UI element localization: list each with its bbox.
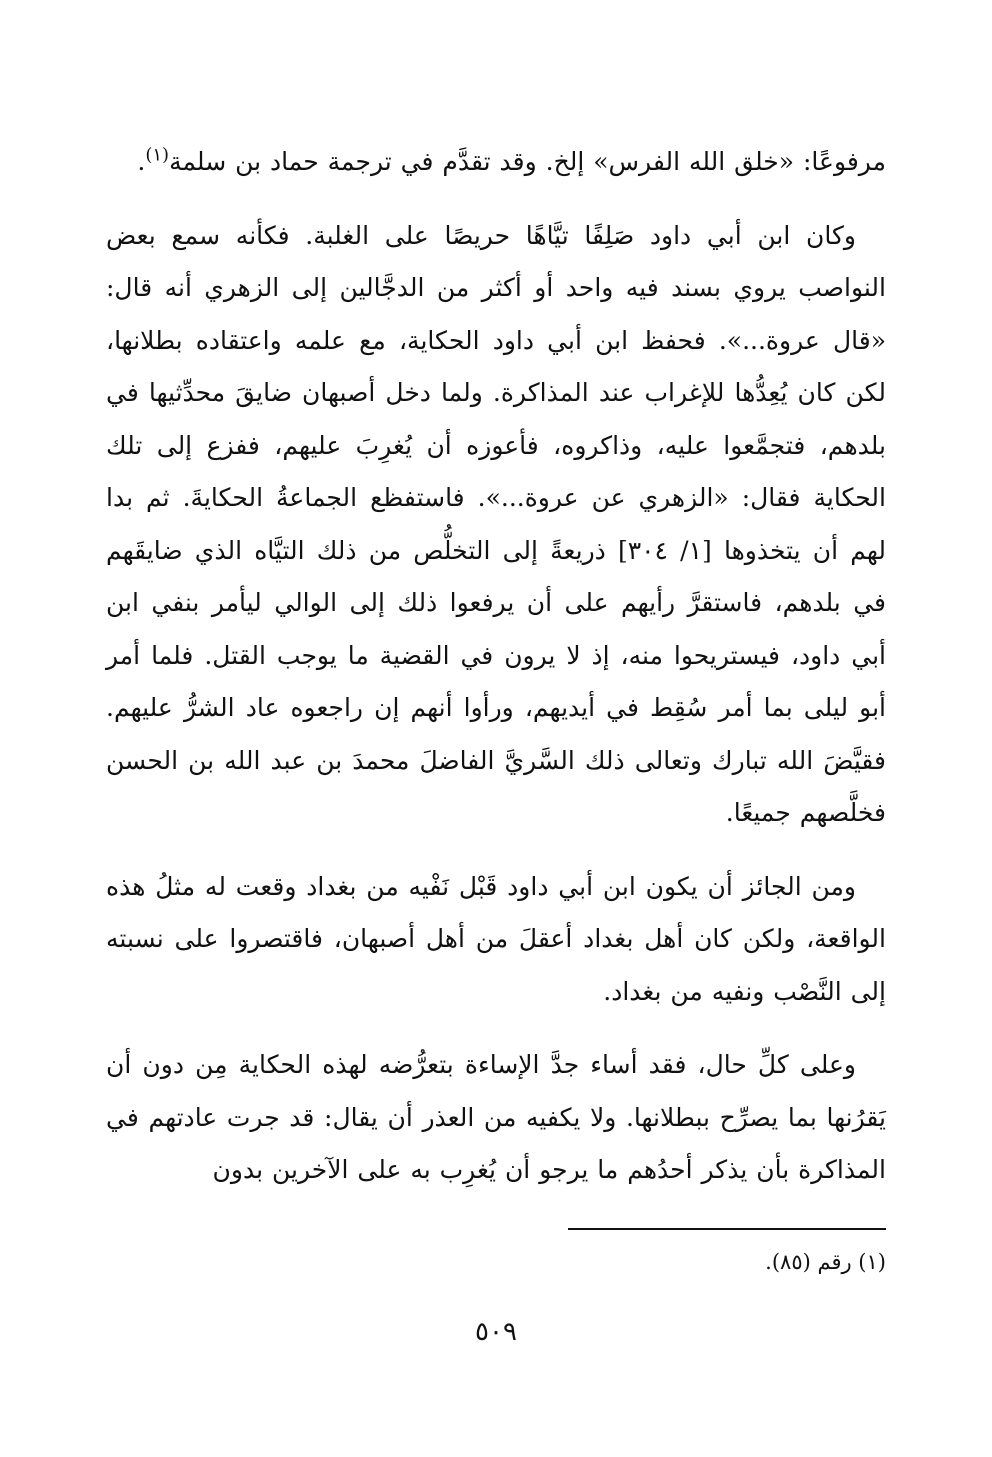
paragraph-2: وكان ابن أبي داود صَلِفًا تيَّاهًا حريصًا على الغلبة. فكأنه سمع بعض النواصب يروي بسند فيه واحد أو أكثر من الدجَّالين إلى الزهري أنه قال: «قال عروة...». فحفظ ابن أبي داود الحكاية، مع علمه واعتقاده بطلانها، لكن كان يُعِدُّها للإغراب عند المذاكرة. ولما دخل أصبهان ضايقَ محدِّثيها في بلدهم، فتجمَّعوا عليه، وذاكروه، فأعوزه أن يُغرِبَ عليهم، ففزع إلى تلك الحكاية فقال: «الزهري عن عروة...». فاستفظع الجماعةُ الحكايةَ. ثم بدا لهم أن يتخذوها [١/ ٣٠٤] ذريعةً إلى التخلُّص من ذلك التيَّاه الذي ضايقَهم في بلدهم، فاستقرَّ رأيهم على أن يرفعوا ذلك إلى الوالي ليأمر بنفي ابن أبي داود، فيستريحوا منه، إذ لا يرون في القضية ما يوجب القتل. فلما أمر أبو ليلى بما أمر سُقِط في أيديهم، ورأوا أنهم إن راجعوه عاد الشرُّ عليهم. فقيَّضَ الله تبارك وتعالى ذلك السَّريَّ الفاضلَ محمدَ بن عبد الله بن الحسن فخلَّصهم جميعًا. [106, 220, 886, 827]
footnote: (١) رقم (٨٥). [765, 1250, 886, 1274]
paragraph-1-trailing: . [137, 147, 146, 176]
footnote-divider [568, 1228, 886, 1230]
main-text [106, 136, 886, 1218]
paragraph-1 [106, 136, 886, 189]
page-number: ٥٠٩ [475, 1317, 517, 1347]
paragraph-4: وعلى كلِّ حال، فقد أساء جدَّ الإساءة بتعرُّضه لهذه الحكاية مِن دون أن يَقرُنها بما يصرِّح ببطلانها. ولا يكفيه من العذر أن يقال: قد جرت عادتهم في المذاكرة بأن يذكر أحدُهم ما يرجو أن يُغرِب به على الآخرين بدون [106, 1050, 886, 1184]
paragraph-3: ومن الجائز أن يكون ابن أبي داود قَبْل نَفْيه من بغداد وقعت له مثلُ هذه الواقعة، ولكن كان أهل بغداد أعقلَ من أهل أصبهان، فاقتصروا على نسبته إلى النَّصْب ونفيه من بغداد. [106, 871, 886, 1006]
footnote-marker[interactable]: (١) [145, 144, 170, 166]
paragraph-1-text: مرفوعًا: «خلق الله الفرس» إلخ. وقد تقدَّم في ترجمة حماد بن سلمة [169, 147, 886, 176]
